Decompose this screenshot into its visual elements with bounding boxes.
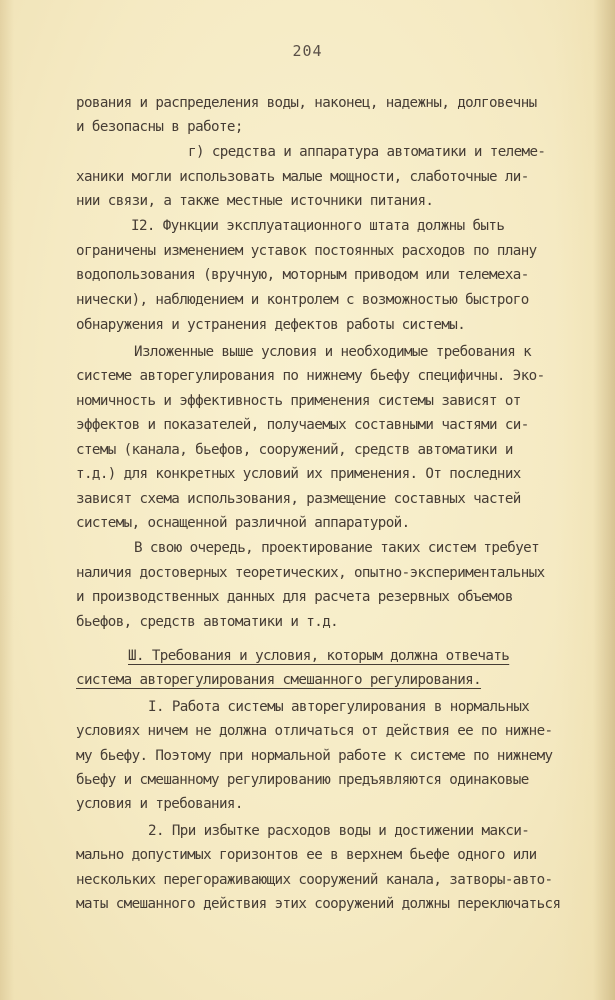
text-line: I. Работа системы авторегулирования в нормальных <box>148 699 530 715</box>
text-line: номичность и эффективность применения системы зависят от <box>76 393 521 409</box>
text-line: нескольких перегораживающих сооружений канала, затворы-авто- <box>76 872 553 888</box>
text-line: и безопасны в работе; <box>76 119 243 135</box>
text-line: I2. Функции эксплуатационного штата должны быть <box>131 218 505 234</box>
text-line: зависят схема использования, размещение составных частей <box>76 491 521 507</box>
page-number: 204 <box>292 42 323 60</box>
text-line: ханики могли использовать малые мощности, слаботочные ли- <box>76 169 529 185</box>
text-line: системы, оснащенной различной аппаратурой. <box>76 515 410 531</box>
text-line: 2. При избытке расходов воды и достижении макси- <box>148 823 530 839</box>
text-line: условиях ничем не должна отличаться от действия ее по нижне- <box>76 723 553 739</box>
text-line: бьефу и смешанному регулированию предъявляются одинаковые <box>76 772 529 788</box>
text-line: рования и распределения воды, наконец, надежны, долговечны <box>76 95 537 111</box>
text-line: г) средства и аппаратура автоматики и телеме- <box>188 144 546 160</box>
text-line: Изложенные выше условия и необходимые требования к <box>134 344 532 360</box>
text-line: нии связи, а также местные источники питания. <box>76 193 434 209</box>
text-line: обнаружения и устранения дефектов работы системы. <box>76 317 466 333</box>
text-line: стемы (канала, бьефов, сооружений, средств автоматики и <box>76 442 513 458</box>
text-line: т.д.) для конкретных условий их применения. От последних <box>76 466 521 482</box>
text-line: эффектов и показателей, получаемых составными частями си- <box>76 417 529 433</box>
text-line: В свою очередь, проектирование таких систем требует <box>134 540 540 556</box>
text-line: нически), наблюдением и контролем с возможностью быстрого <box>76 292 529 308</box>
text-line: бьефов, средств автоматики и т.д. <box>76 614 339 630</box>
text-line: водопользования (вручную, моторным приводом или телемеха- <box>76 267 529 283</box>
text-line: условия и требования. <box>76 796 243 812</box>
text-line: и производственных данных для расчета резервных объемов <box>76 589 513 605</box>
section-heading: Ш. Требования и условия, которым должна отвечать <box>128 648 510 664</box>
text-line: му бьефу. Поэтому при нормальной работе к системе по нижнему <box>76 748 553 764</box>
section-heading: система авторегулирования смешанного регулирования. <box>76 672 482 688</box>
text-line: маты смешанного действия этих сооружений должны переключаться <box>76 896 561 912</box>
text-line: системе авторегулирования по нижнему бьефу специфичны. Эко- <box>76 368 545 384</box>
text-line: мально допустимых горизонтов ее в верхнем бьефе одного или <box>76 847 537 863</box>
text-line: ограничены изменением уставок постоянных расходов по плану <box>76 243 537 259</box>
text-line: наличия достоверных теоретических, опытно-экспериментальных <box>76 565 545 581</box>
